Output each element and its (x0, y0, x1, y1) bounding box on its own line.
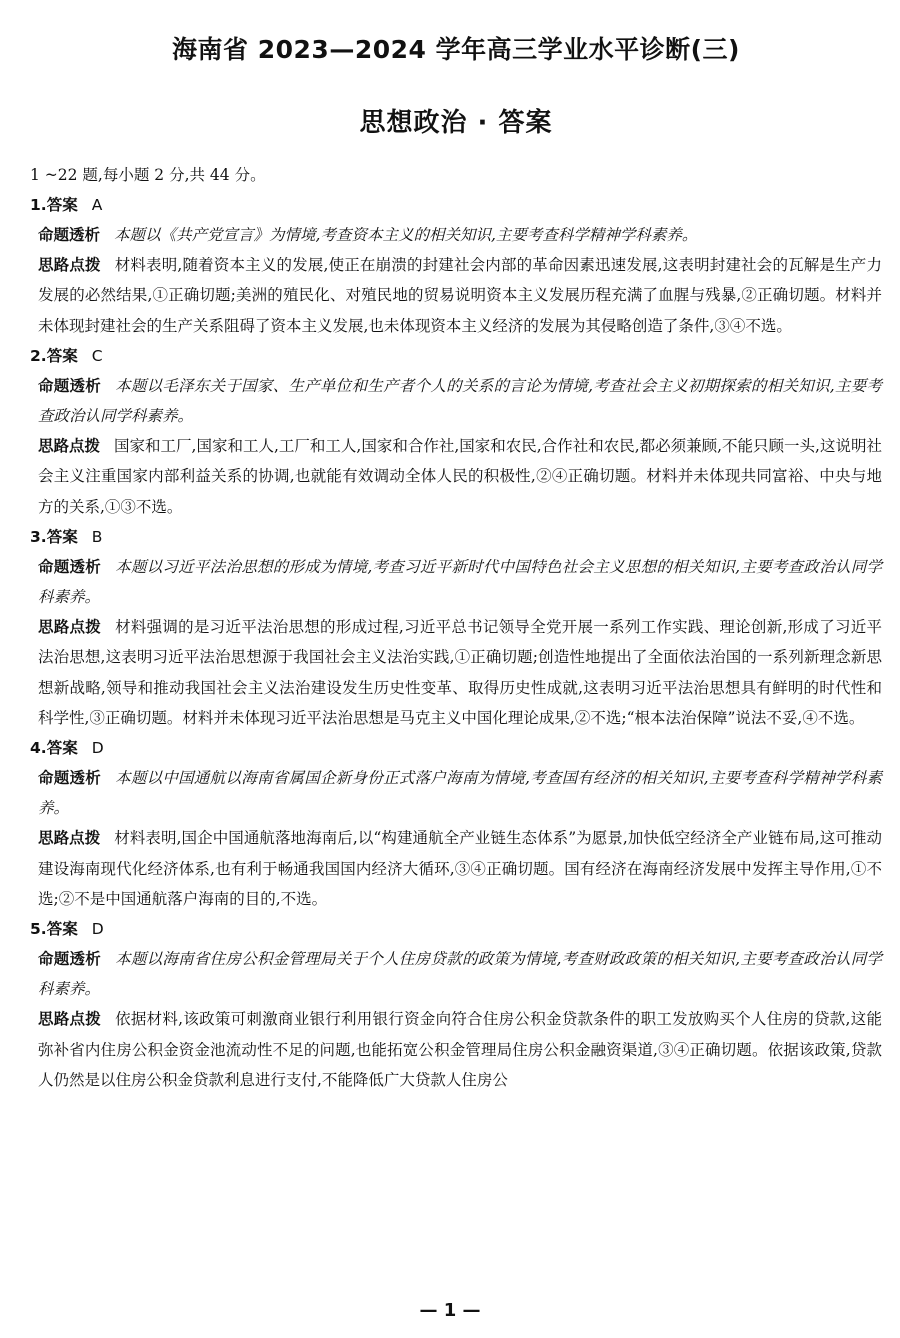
analysis-paragraph (30, 944, 882, 1004)
answer-label: 答案 (46, 346, 78, 365)
question-block (30, 522, 882, 733)
question-block (30, 341, 882, 522)
analysis-text: 本题以毛泽东关于国家、生产单位和生产者个人的关系的言论为情境,考查社会主义初期探索的相关知识,主要考查政治认同学科素养。 (38, 376, 882, 426)
hint-text: 材料表明,国企中国通航落地海南后,以“构建通航全产业链生态体系”为愿景,加快低空经济全产业链布局,这可推动建设海南现代化经济体系,也有利于畅通我国国内经济大循环,③④正确切题。国有经济在海南经济发展中发挥主导作用,①不选;②不是中国通航落户海南的目的,不选。 (38, 829, 882, 908)
answer-line (30, 522, 882, 552)
hint-text: 国家和工厂,国家和工人,工厂和工人,国家和合作社,国家和农民,合作社和农民,都必须兼顾,不能只顾一头,这说明社会主义注重国家内部利益关系的协调,也就能有效调动全体人民的积极性,②④正确切题。材料并未体现共同富裕、中央与地方的关系,①③不选。 (38, 437, 882, 516)
analysis-text: 本题以习近平法治思想的形成为情境,考查习近平新时代中国特色社会主义思想的相关知识,主要考查政治认同学科素养。 (38, 557, 882, 607)
hint-text: 依据材料,该政策可刺激商业银行利用银行资金向符合住房公积金贷款条件的职工发放购买个人住房的贷款,这能弥补省内住房公积金资金池流动性不足的问题,也能拓宽公积金管理局住房公积金融资渠道,③④正确切题。依据该政策,贷款人仍然是以住房公积金贷款利息进行支付,不能降低广大贷款人住房公 (38, 1010, 882, 1089)
answer-letter: D (91, 920, 104, 939)
question-list (30, 190, 882, 1095)
hint-label: 思路点拨 (38, 618, 102, 637)
analysis-paragraph (30, 763, 882, 823)
analysis-label: 命题透析 (38, 769, 102, 788)
analysis-text: 本题以海南省住房公积金管理局关于个人住房贷款的政策为情境,考查财政政策的相关知识,主要考查政治认同学科素养。 (38, 950, 882, 999)
question-number: 1. (30, 196, 47, 214)
analysis-text: 本题以《共产党宣言》为情境,考查资本主义的相关知识,主要考查科学精神学科素养。 (114, 226, 698, 244)
answer-letter: B (91, 527, 103, 546)
page-number: — 1 — (419, 1300, 481, 1321)
answer-label: 答案 (46, 739, 78, 758)
analysis-label: 命题透析 (38, 376, 102, 395)
hint-paragraph (30, 1004, 882, 1095)
hint-label: 思路点拨 (38, 1010, 102, 1029)
hint-text: 材料表明,随着资本主义的发展,使正在崩溃的封建社会内部的革命因素迅速发展,这表明封建社会的瓦解是生产力发展的必然结果,①正确切题;美洲的殖民化、对殖民地的贸易说明资本主义发展历程充满了血腥与残暴,②正确切题。材料并未体现封建社会的生产关系阻碍了资本主义发展,也未体现资本主义经济的发展为其侵略创造了条件,③④不选。 (38, 256, 882, 335)
hint-label: 思路点拨 (38, 256, 101, 275)
hint-paragraph (30, 823, 882, 914)
question-block (30, 914, 882, 1095)
question-block (30, 190, 882, 341)
hint-paragraph (30, 612, 882, 733)
question-number: 5. (30, 920, 47, 939)
hint-label: 思路点拨 (38, 437, 101, 456)
answer-label: 答案 (46, 196, 78, 214)
answer-letter: D (91, 739, 104, 758)
analysis-paragraph (30, 552, 882, 612)
hint-paragraph (30, 431, 882, 522)
hint-paragraph (30, 250, 882, 341)
analysis-label: 命题透析 (38, 226, 101, 244)
document-subtitle: 思想政治 · 答案 (359, 108, 553, 138)
answer-line (30, 733, 882, 763)
answer-line (30, 914, 882, 944)
question-block (30, 733, 882, 914)
question-number: 2. (30, 346, 47, 365)
analysis-paragraph (30, 371, 882, 431)
hint-text: 材料强调的是习近平法治思想的形成过程,习近平总书记领导全党开展一系列工作实践、理论创新,形成了习近平法治思想,这表明习近平法治思想源于我国社会主义法治实践,①正确切题;创造性地提出了全面依法治国的一系列新理念新思想新战略,领导和推动我国社会主义法治建设发生历史性变革、取得历史性成就,这表明习近平法治思想具有鲜明的时代性和科学性,③正确切题。材料并未体现习近平法治思想是马克主义中国化理论成果,②不选;“根本法治保障”说法不妥,④不选。 (38, 618, 882, 727)
hint-label: 思路点拨 (38, 829, 101, 848)
question-number: 4. (30, 739, 47, 758)
answer-letter: A (91, 196, 103, 214)
scoring-instructions: 1 ~22 题,每小题 2 分,共 44 分。 (30, 166, 266, 184)
analysis-label: 命题透析 (38, 950, 102, 969)
analysis-paragraph (30, 220, 882, 250)
analysis-label: 命题透析 (38, 557, 102, 576)
analysis-text: 本题以中国通航以海南省属国企新身份正式落户海南为情境,考查国有经济的相关知识,主要考查科学精神学科素养。 (38, 769, 882, 818)
answer-line (30, 341, 882, 371)
answer-label: 答案 (46, 920, 78, 939)
document-title: 海南省 2023—2024 学年高三学业水平诊断(三) (172, 35, 740, 64)
question-number: 3. (30, 527, 47, 546)
answer-line (30, 190, 882, 220)
answer-label: 答案 (46, 527, 78, 546)
answer-letter: C (91, 346, 103, 365)
